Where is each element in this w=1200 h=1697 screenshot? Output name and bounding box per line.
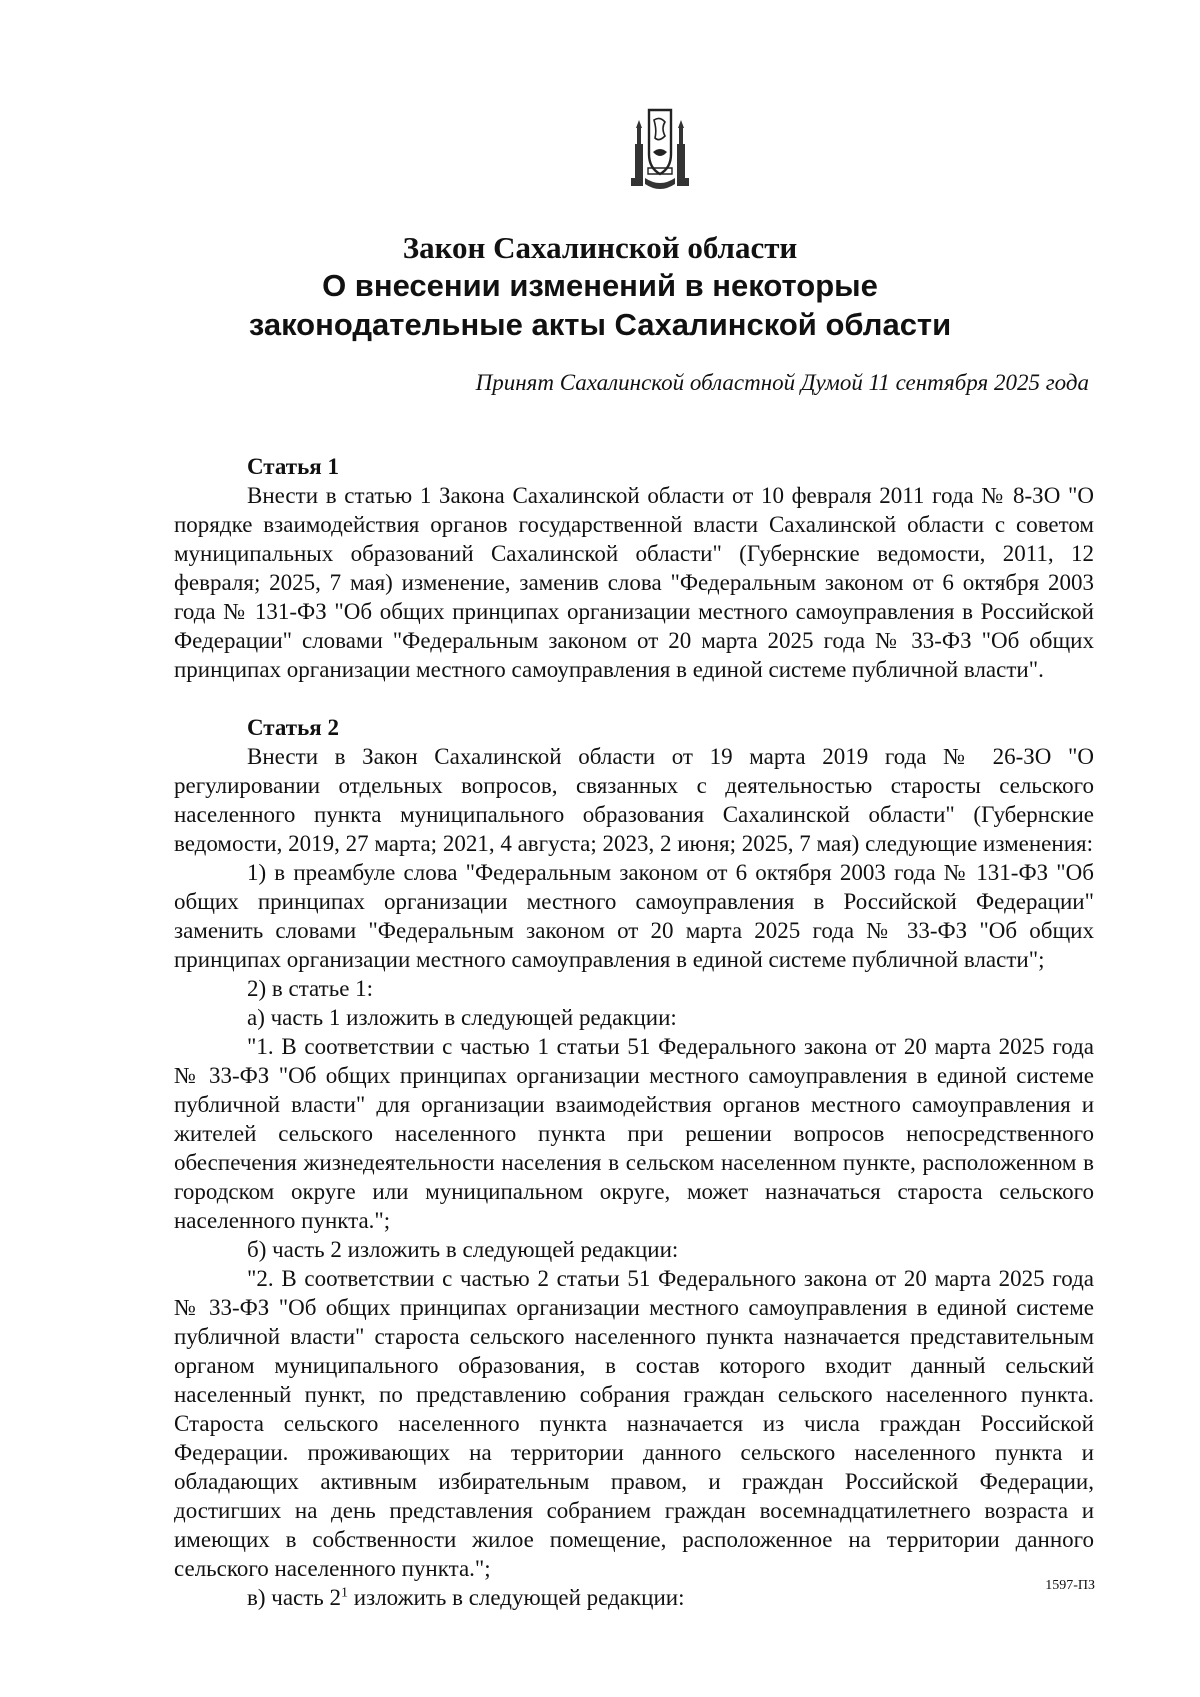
item-2c-superscript: 1	[341, 1585, 349, 1601]
article-2-item-2b: б) часть 2 изложить в следующей редакции:	[247, 1237, 679, 1262]
article-2-intro: Внести в Закон Сахалинской области от 19 марта 2019 года № 26-ЗО "О регулировании отдельных вопросов, связанных с деятельностью старосты сельского населенного пункта муниципального образования Сахалинской области" (Губернские ведомости, 2019, 27 марта; 2021, 4 августа; 2023, 2 июня; 2025, 7 мая) следующие изменения:	[174, 744, 1094, 856]
item-2c-text-after: изложить в следующей редакции:	[348, 1585, 685, 1610]
law-subtitle-line-2: законодательные акты Сахалинской области	[248, 307, 952, 342]
article-2-item-2c	[174, 1583, 1094, 1612]
coat-of-arms-icon	[621, 108, 699, 194]
article-1-text: Внести в статью 1 Закона Сахалинской области от 10 февраля 2011 года № 8-ЗО "О порядке взаимодействия органов государственной власти Сахалинской области с советом муниципальных образований Сахалинской области" (Губернские ведомости, 2011, 12 февраля; 2025, 7 мая) изменение, заменив слова "Федеральным законом от 6 октября 2003 года № 131-ФЗ "Об общих принципах организации местного самоуправления в Российской Федерации" словами "Федеральным законом от 20 марта 2025 года № 33-ФЗ "Об общих принципах организации местного самоуправления в единой системе публичной власти".	[174, 483, 1094, 682]
document-code: 1597-ПЗ	[1045, 1578, 1095, 1593]
item-2c-text-before: в) часть 2	[247, 1585, 342, 1610]
law-body	[174, 452, 1094, 1612]
article-2-item-2: 2) в статье 1:	[247, 976, 374, 1001]
law-subtitle-line-1: О внесении изменений в некоторые	[322, 268, 878, 303]
article-2-item-2a: а) часть 1 изложить в следующей редакции:	[247, 1005, 677, 1030]
article-2-heading: Статья 2	[247, 715, 339, 740]
adoption-note: Принят Сахалинской областной Думой 11 сентября 2025 года	[475, 370, 1089, 395]
article-2-quote-part-2: "2. В соответствии с частью 2 статьи 51 Федерального закона от 20 марта 2025 года № 33-ФЗ "Об общих принципах организации местного самоуправления в единой системе публичной власти" староста сельского населенного пункта назначается представительным органом муниципального образования, в состав которого входит данный сельский населенный пункт, по представлению собрания граждан сельского населенного пункта. Староста сельского населенного пункта назначается из числа граждан Российской Федерации. проживающих на территории данного сельского населенного пункта и обладающих активным избирательным правом, и граждан Российской Федерации, достигших на день представления собранием граждан восемнадцатилетнего возраста и имеющих в собственности жилое помещение, расположенное на территории данного сельского населенного пункта.";	[174, 1266, 1094, 1581]
article-1-heading: Статья 1	[247, 454, 339, 479]
law-title: Закон Сахалинской области	[402, 230, 798, 265]
article-2-item-1: 1) в преамбуле слова "Федеральным законом от 6 октября 2003 года № 131-ФЗ "Об общих принципах организации местного самоуправления в Российской Федерации" заменить словами "Федеральным законом от 20 марта 2025 года № 33-ФЗ "Об общих принципах организации местного самоуправления в единой системе публичной власти";	[174, 860, 1094, 972]
article-2-quote-part-1: "1. В соответствии с частью 1 статьи 51 Федерального закона от 20 марта 2025 года № 33-ФЗ "Об общих принципах организации местного самоуправления в единой системе публичной власти" для организации взаимодействия органов местного самоуправления и жителей сельского населенного пункта при решении вопросов непосредственного обеспечения жизнедеятельности населения в сельском населенном пункте, расположенном в городском округе или муниципальном округе, может назначаться староста сельского населенного пункта.";	[174, 1034, 1094, 1233]
